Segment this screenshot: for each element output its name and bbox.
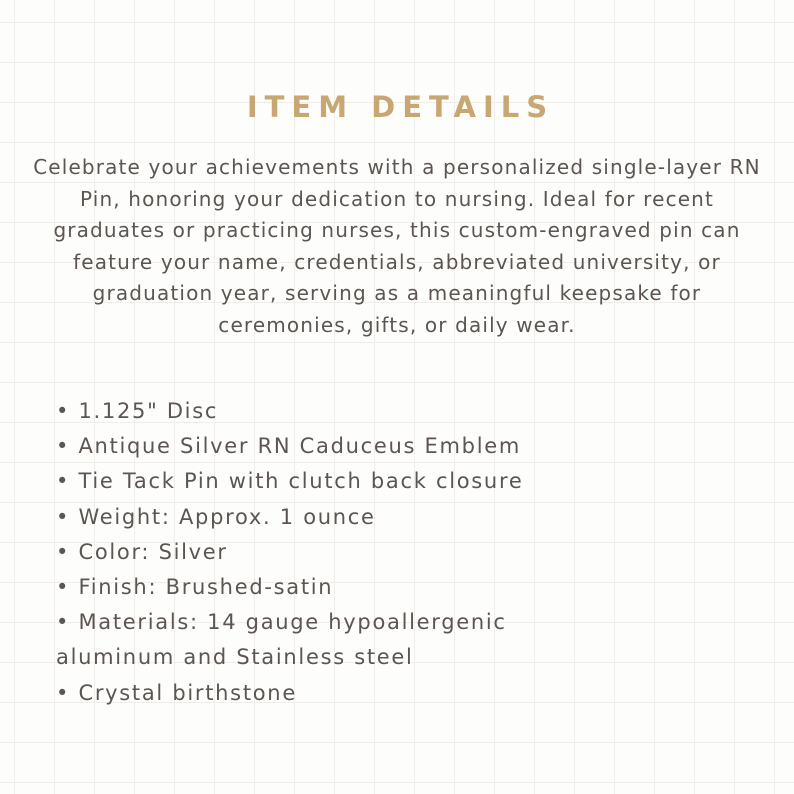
feature-materials: • Materials: 14 gauge hypoallergenic xyxy=(56,610,507,635)
feature-birthstone: • Crystal birthstone xyxy=(56,680,297,705)
section-title: ITEM DETAILS xyxy=(246,90,555,124)
feature-weight: • Weight: Approx. 1 ounce xyxy=(56,504,376,529)
feature-disc-size: • 1.125" Disc xyxy=(56,399,219,423)
feature-pin-closure: • Tie Tack Pin with clutch back closure xyxy=(56,469,524,494)
feature-materials-continued: aluminum and Stainless steel xyxy=(56,645,414,670)
feature-list xyxy=(56,394,656,711)
item-description: Celebrate your achievements with a personalized single-layer RN Pin, honoring your dedication to nursing. Ideal for recent graduates or practicing nurses, this custom-engraved pin can feature your name, credentials, abbreviated university, or graduation year, serving as a meaningful keepsake for ceremonies, gifts, or daily wear. xyxy=(33,155,761,337)
feature-color: • Color: Silver xyxy=(56,539,228,564)
feature-emblem: • Antique Silver RN Caduceus Emblem xyxy=(56,434,522,459)
feature-finish: • Finish: Brushed-satin xyxy=(56,575,334,600)
